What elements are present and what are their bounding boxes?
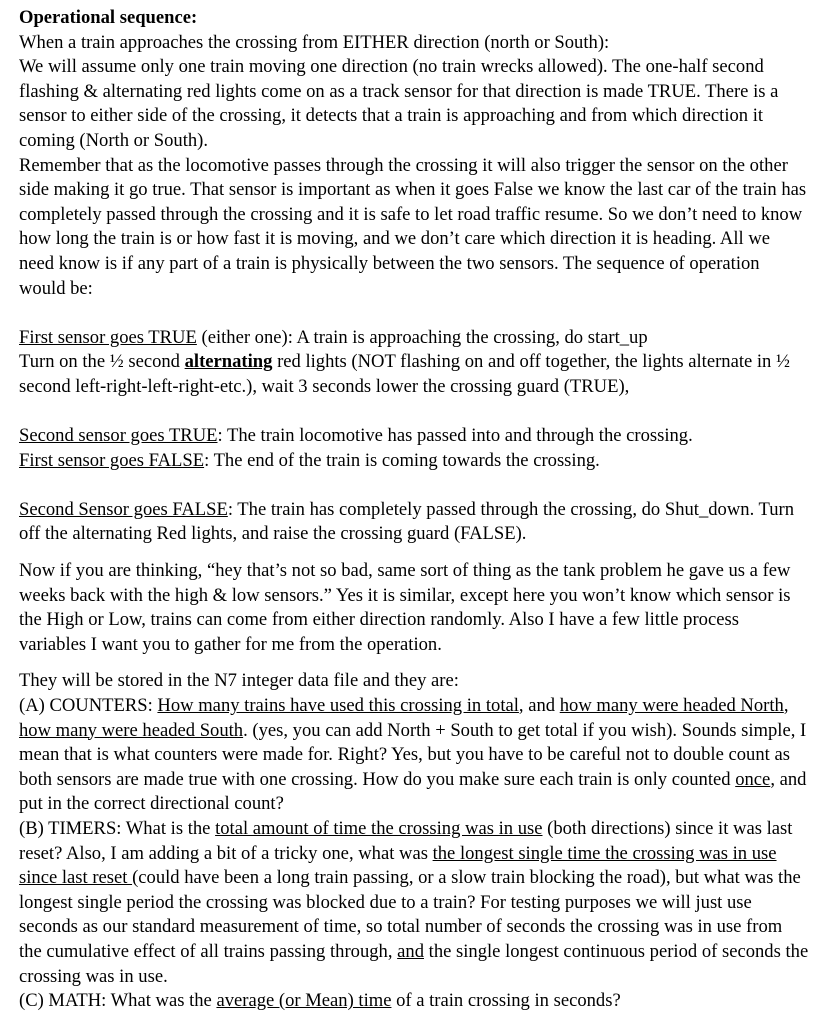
emphasis-alternating: alternating — [184, 351, 273, 373]
item-c-math: (C) MATH: What was the average (or Mean) time of a train crossing in seconds? — [19, 990, 621, 1012]
step-label: First sensor goes TRUE — [19, 326, 197, 348]
stored-line: They will be stored in the N7 integer data file and they are: — [19, 670, 459, 692]
remember-paragraph: Remember that as the locomotive passes through the crossing it will also trigger the sensor on the other side making it go true. That sensor is important as when it goes False we know the last car of the train has completely passed through the crossing and it is safe to let road traffic resume. So we don’t need to know how long the train is or how fast it is moving, and we don’t care which direction it is heading. All we need know is if any part of a train is physically between the two sensors. The sequence of operation would be: — [19, 154, 807, 299]
step-first-sensor-false: First sensor goes FALSE: The end of the train is coming towards the crossing. — [19, 449, 600, 471]
item-a-counters: (A) COUNTERS: How many trains have used this crossing in total, and how many were headed North, how many were headed South. (yes, you can add North + South to get total if you wish). Sounds simple, I mean that is what counters were made for. Right? Yes, but you have to be careful not to double count as both sensors are made true with one crossing. How do you make sure each train is only counted once, and put in the correct directional count? — [19, 695, 807, 815]
step-second-sensor-true: Second sensor goes TRUE: The train locomotive has passed into and through the crossing. — [19, 425, 693, 447]
thinking-paragraph: Now if you are thinking, “hey that’s not so bad, same sort of thing as the tank problem he gave us a few weeks back with the high & low sensors.” Yes it is similar, except here you won’t know which sensor is the High or Low, trains can come from either direction randomly. Also I have a few little process variables I want you to gather for me from the operation. — [19, 560, 791, 655]
step-first-sensor-true: First sensor goes TRUE (either one): A train is approaching the crossing, do start_up Turn on the ½ second alternating red lights (NOT flashing on and off together, the lights alternate in ½ second left-right-left-right-etc.), wait 3 seconds lower the crossing guard (TRUE), — [19, 326, 790, 397]
section-heading: Operational sequence: — [19, 7, 198, 28]
document-page — [19, 6, 809, 1014]
intro-line: When a train approaches the crossing from EITHER direction (north or South): — [19, 31, 610, 53]
intro-paragraph: We will assume only one train moving one direction (no train wrecks allowed). The one-half second flashing & alternating red lights come on as a track sensor for that direction is made TRUE. There is a sensor to either side of the crossing, it detects that a train is approaching and from which direction it coming (North or South). — [19, 56, 779, 151]
step-second-sensor-false: Second Sensor goes FALSE: The train has completely passed through the crossing, do Shut_down. Turn off the alternating Red lights, and raise the crossing guard (FALSE). — [19, 498, 795, 545]
item-b-timers: (B) TIMERS: What is the total amount of time the crossing was in use (both directions) since it was last reset? Also, I am adding a bit of a tricky one, what was the longest single time the crossing was in use since last reset (could have been a long train passing, or a slow train blocking the road), but what was the longest single period the crossing was blocked due to a train? For testing purposes we will just use seconds as our standard measurement of time, so total number of seconds the crossing was in use from the cumulative effect of all trains passing through, and the single longest continuous period of seconds the crossing was in use. — [19, 818, 809, 987]
